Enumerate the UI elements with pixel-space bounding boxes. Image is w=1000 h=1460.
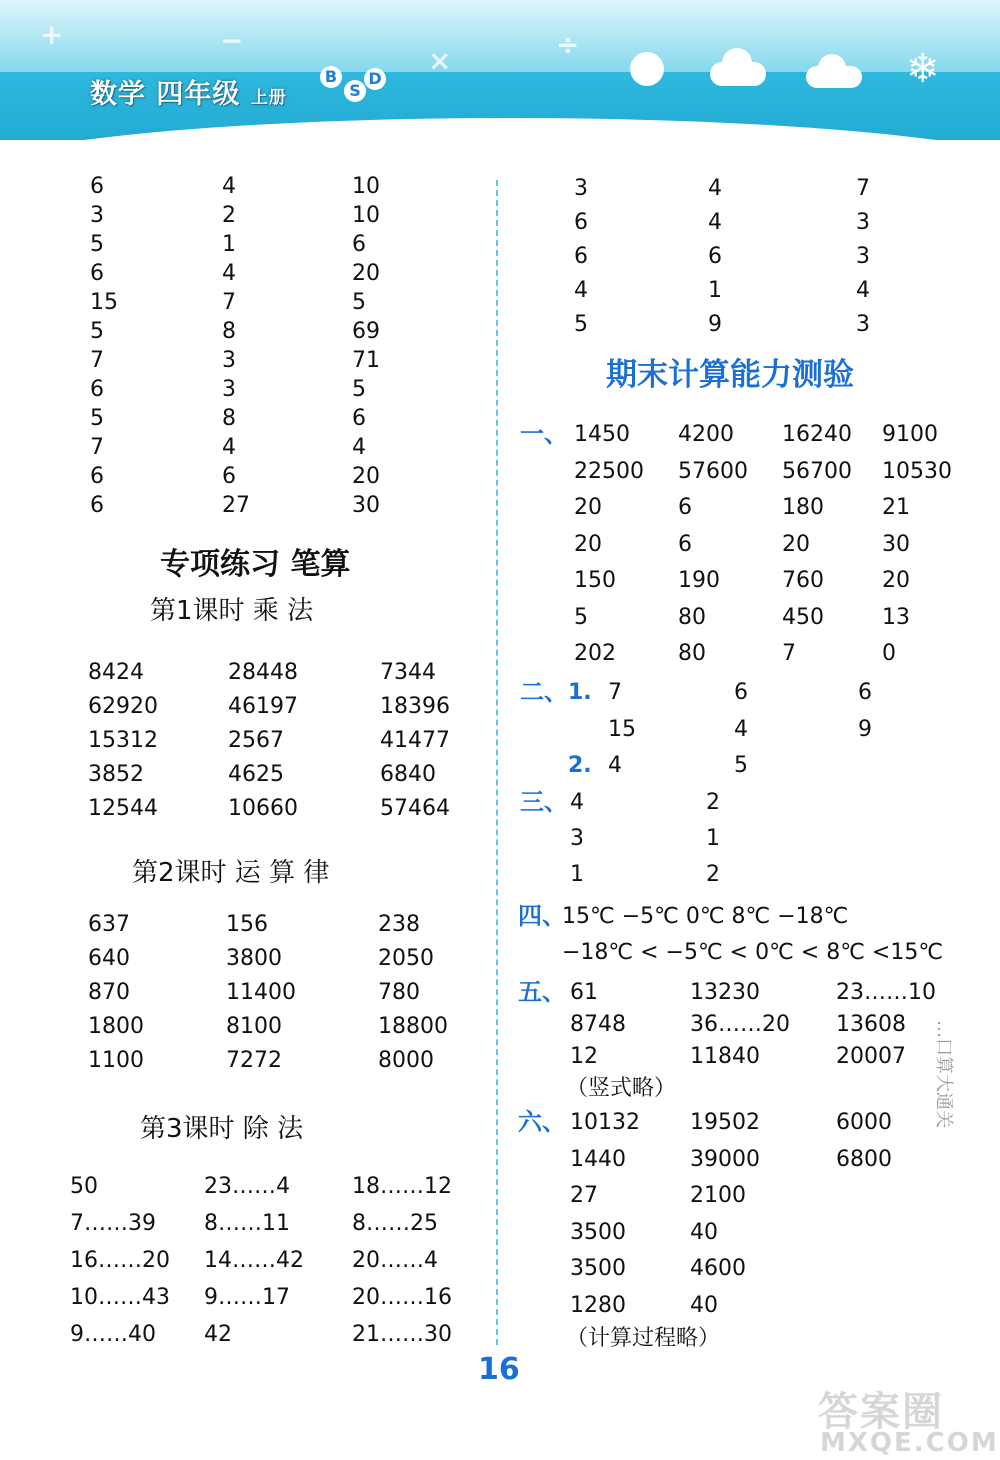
answer-cell: 7……39: [70, 1211, 156, 1236]
answer-cell: 1100: [88, 1048, 144, 1073]
badge-b: B: [320, 66, 342, 88]
answer-cell: 3: [856, 210, 870, 235]
badge-s: S: [344, 80, 366, 102]
answer-cell: 9: [858, 717, 872, 742]
answer-cell: 6800: [836, 1146, 892, 1172]
edge-text: …口算大通关: [933, 1020, 954, 1128]
answer-cell: 39000: [690, 1146, 760, 1172]
answer-cell: 36……20: [690, 1012, 790, 1037]
answer-cell: 21……30: [352, 1322, 452, 1347]
section-5-label: 五、: [518, 978, 566, 1006]
answer-cell: 4: [222, 174, 236, 199]
sun-icon: [630, 52, 664, 86]
answer-cell: 6: [708, 244, 722, 269]
answer-cell: 3: [90, 203, 104, 228]
answer-cell: 4: [352, 435, 366, 460]
answer-cell: 5: [734, 753, 748, 778]
answer-cell: 8: [222, 319, 236, 344]
answer-cell: 2567: [228, 728, 284, 753]
column-divider: [496, 180, 498, 1345]
answer-cell: 5: [90, 319, 104, 344]
answer-cell: 1: [708, 278, 722, 303]
answer-cell: 6: [90, 493, 104, 518]
lesson2-title: 第2课时 运 算 律: [132, 858, 330, 888]
section-2-sub2: 2.: [568, 753, 592, 778]
answer-cell: 20: [352, 261, 380, 286]
answer-cell: 57600: [678, 458, 748, 484]
answer-cell: 9……17: [204, 1285, 290, 1310]
answer-cell: 10660: [228, 796, 298, 821]
final-test-title: 期末计算能力测验: [606, 357, 854, 393]
answer-cell: 10132: [570, 1110, 640, 1135]
answer-cell: 6000: [836, 1110, 892, 1135]
answer-cell: 4: [570, 790, 584, 815]
answer-cell: 9: [708, 312, 722, 337]
answer-cell: 3500: [570, 1256, 626, 1281]
answer-cell: 190: [678, 568, 720, 593]
page-number: 16: [478, 1352, 520, 1387]
answer-cell: 1: [570, 862, 584, 887]
answer-cell: 4: [734, 717, 748, 742]
answer-cell: 1800: [88, 1014, 144, 1039]
answer-cell: 780: [378, 980, 420, 1005]
snowflake-icon: ❄: [906, 46, 940, 92]
watermark-url: MXQE.COM: [820, 1428, 999, 1458]
answer-cell: 1: [222, 232, 236, 257]
answer-cell: 6: [90, 464, 104, 489]
answer-cell: 7: [222, 290, 236, 315]
answer-cell: 4: [708, 176, 722, 201]
answer-cell: 62920: [88, 694, 158, 719]
answer-cell: 16240: [782, 422, 852, 447]
answer-cell: 8……25: [352, 1211, 438, 1236]
answer-cell: 202: [574, 641, 616, 666]
answer-cell: 21: [882, 495, 910, 520]
answer-cell: 4600: [690, 1256, 746, 1281]
answer-cell: 5: [574, 604, 588, 630]
answer-cell: 4: [608, 753, 622, 778]
answer-cell: 6: [352, 232, 366, 257]
answer-cell: 16……20: [70, 1248, 170, 1273]
answer-cell: 450: [782, 604, 824, 630]
answer-cell: 1450: [574, 422, 630, 447]
answer-cell: 41477: [380, 728, 450, 753]
answer-cell: 20: [574, 531, 602, 557]
badge-d: D: [364, 68, 386, 90]
answer-cell: 5: [352, 377, 366, 402]
answer-cell: 870: [88, 980, 130, 1005]
answer-cell: 6: [352, 406, 366, 431]
answer-cell: 6: [222, 464, 236, 489]
answer-cell: 7: [856, 176, 870, 201]
answer-cell: 6: [90, 174, 104, 199]
answer-cell: 5: [90, 406, 104, 431]
answer-cell: 4: [222, 261, 236, 286]
answer-cell: 760: [782, 568, 824, 593]
section-5-note: （竖式略）: [566, 1076, 677, 1101]
answer-cell: 637: [88, 912, 130, 937]
answer-cell: 13608: [836, 1012, 906, 1037]
answer-cell: 8748: [570, 1012, 626, 1037]
answer-cell: 7344: [380, 660, 436, 685]
answer-cell: 12544: [88, 796, 158, 821]
answer-cell: 8: [222, 406, 236, 431]
answer-cell: 50: [70, 1174, 98, 1199]
answer-cell: 11840: [690, 1044, 760, 1069]
section-6-label: 六、: [518, 1108, 566, 1136]
answer-cell: 3: [856, 312, 870, 337]
answer-cell: 1440: [570, 1146, 626, 1172]
answer-cell: 3: [222, 377, 236, 402]
lesson1-title: 第1课时 乘 法: [150, 596, 314, 626]
answer-cell: 6: [858, 680, 872, 705]
answer-cell: 57464: [380, 796, 450, 821]
answer-cell: 1280: [570, 1292, 626, 1318]
section-6-note: （计算过程略）: [566, 1326, 721, 1351]
answer-cell: 6: [678, 495, 692, 520]
answer-cell: 8……11: [204, 1211, 290, 1236]
answer-cell: 640: [88, 946, 130, 971]
answer-cell: 7272: [226, 1048, 282, 1073]
answer-cell: 8100: [226, 1014, 282, 1039]
answer-cell: 6: [574, 210, 588, 235]
answer-cell: 4625: [228, 762, 284, 787]
answer-cell: 7: [608, 680, 622, 705]
answer-cell: 4: [574, 278, 588, 303]
answer-cell: 2: [706, 862, 720, 887]
answer-cell: 27: [222, 493, 250, 518]
answer-cell: 80: [678, 641, 706, 666]
page-header: [0, 0, 1000, 140]
answer-cell: 3: [570, 826, 584, 851]
answer-cell: 4: [856, 278, 870, 303]
answer-cell: 15312: [88, 728, 158, 753]
answer-cell: 238: [378, 912, 420, 937]
answer-cell: 7: [90, 348, 104, 373]
answer-cell: 2050: [378, 946, 434, 971]
answer-cell: 4: [708, 210, 722, 235]
answer-cell: 9……40: [70, 1322, 156, 1347]
answer-cell: 8000: [378, 1048, 434, 1073]
answer-cell: 1: [706, 826, 720, 851]
answer-cell: 10530: [882, 458, 952, 484]
answer-cell: 30: [352, 493, 380, 518]
section-2-sub1: 1.: [568, 680, 592, 705]
answer-cell: 28448: [228, 660, 298, 685]
divide-icon: ÷: [556, 28, 580, 61]
answer-cell: 15: [90, 290, 118, 315]
answer-cell: 6840: [380, 762, 436, 787]
answer-cell: 4: [222, 435, 236, 460]
answer-cell: 2100: [690, 1183, 746, 1208]
answer-cell: 6: [90, 377, 104, 402]
answer-cell: 14……42: [204, 1248, 304, 1273]
watermark-logo: 答案圈: [818, 1389, 944, 1435]
answer-cell: 180: [782, 495, 824, 520]
answer-cell: 18……12: [352, 1174, 452, 1199]
answer-cell: 3800: [226, 946, 282, 971]
answer-cell: 3: [856, 244, 870, 269]
book-title: [90, 72, 287, 111]
answer-cell: 5: [90, 232, 104, 257]
answer-cell: 156: [226, 912, 268, 937]
answer-cell: 22500: [574, 458, 644, 484]
answer-cell: 6: [574, 244, 588, 269]
answer-cell: 3: [574, 176, 588, 201]
answer-cell: 2: [706, 790, 720, 815]
answer-cell: 56700: [782, 458, 852, 484]
answer-cell: 23……10: [836, 980, 936, 1005]
book-volume: 上册: [250, 88, 287, 108]
answer-cell: 20: [574, 495, 602, 520]
minus-icon: −: [220, 24, 244, 57]
section-1-label: 一、: [520, 420, 568, 448]
special-title: 专项练习 笔算: [160, 547, 351, 582]
answer-cell: 15: [608, 717, 636, 742]
section-3-label: 三、: [520, 788, 568, 816]
answer-cell: 61: [570, 980, 598, 1005]
answer-cell: 40: [690, 1219, 718, 1245]
answer-cell: 5: [352, 290, 366, 315]
answer-cell: 0: [882, 641, 896, 666]
answer-cell: 150: [574, 568, 616, 593]
answer-cell: 20: [882, 568, 910, 593]
answer-cell: 6: [90, 261, 104, 286]
section-4-line2: −18℃ < −5℃ < 0℃ < 8℃ <15℃: [562, 940, 944, 965]
answer-cell: 46197: [228, 694, 298, 719]
answer-cell: 7: [782, 641, 796, 666]
answer-cell: 3500: [570, 1219, 626, 1245]
answer-cell: 11400: [226, 980, 296, 1005]
answer-cell: 18396: [380, 694, 450, 719]
answer-cell: 12: [570, 1044, 598, 1069]
plus-icon: +: [40, 18, 64, 51]
answer-cell: 42: [204, 1322, 232, 1347]
answer-cell: 19502: [690, 1110, 760, 1135]
answer-cell: 3: [222, 348, 236, 373]
answer-cell: 8424: [88, 660, 144, 685]
answer-cell: 3852: [88, 762, 144, 787]
answer-cell: 7: [90, 435, 104, 460]
answer-cell: 10: [352, 203, 380, 228]
book-title-text: 数学 四年级: [90, 79, 241, 110]
answer-cell: 4200: [678, 422, 734, 447]
answer-cell: 40: [690, 1292, 718, 1318]
answer-cell: 6: [678, 531, 692, 557]
answer-cell: 20: [782, 531, 810, 557]
lesson3-title: 第3课时 除 法: [140, 1114, 304, 1144]
answer-cell: 23……4: [204, 1174, 290, 1199]
section-2-label: 二、: [520, 678, 568, 706]
answer-cell: 69: [352, 319, 380, 344]
answer-cell: 10……43: [70, 1285, 170, 1310]
times-icon: ×: [428, 44, 452, 77]
answer-cell: 18800: [378, 1014, 448, 1039]
section-4-label: 四、: [518, 902, 566, 930]
answer-cell: 20……16: [352, 1285, 452, 1310]
answer-cell: 71: [352, 348, 380, 373]
answer-cell: 13: [882, 604, 910, 630]
answer-cell: 20: [352, 464, 380, 489]
answer-cell: 20……4: [352, 1248, 438, 1273]
section-4-line1: 15℃ −5℃ 0℃ 8℃ −18℃: [562, 904, 849, 929]
answer-cell: 27: [570, 1183, 598, 1208]
answer-cell: 2: [222, 203, 236, 228]
answer-cell: 5: [574, 312, 588, 337]
answer-cell: 6: [734, 680, 748, 705]
answer-cell: 80: [678, 604, 706, 630]
answer-cell: 13230: [690, 980, 760, 1005]
answer-cell: 20007: [836, 1044, 906, 1069]
answer-cell: 10: [352, 174, 380, 199]
answer-cell: 9100: [882, 422, 938, 447]
answer-cell: 30: [882, 531, 910, 557]
